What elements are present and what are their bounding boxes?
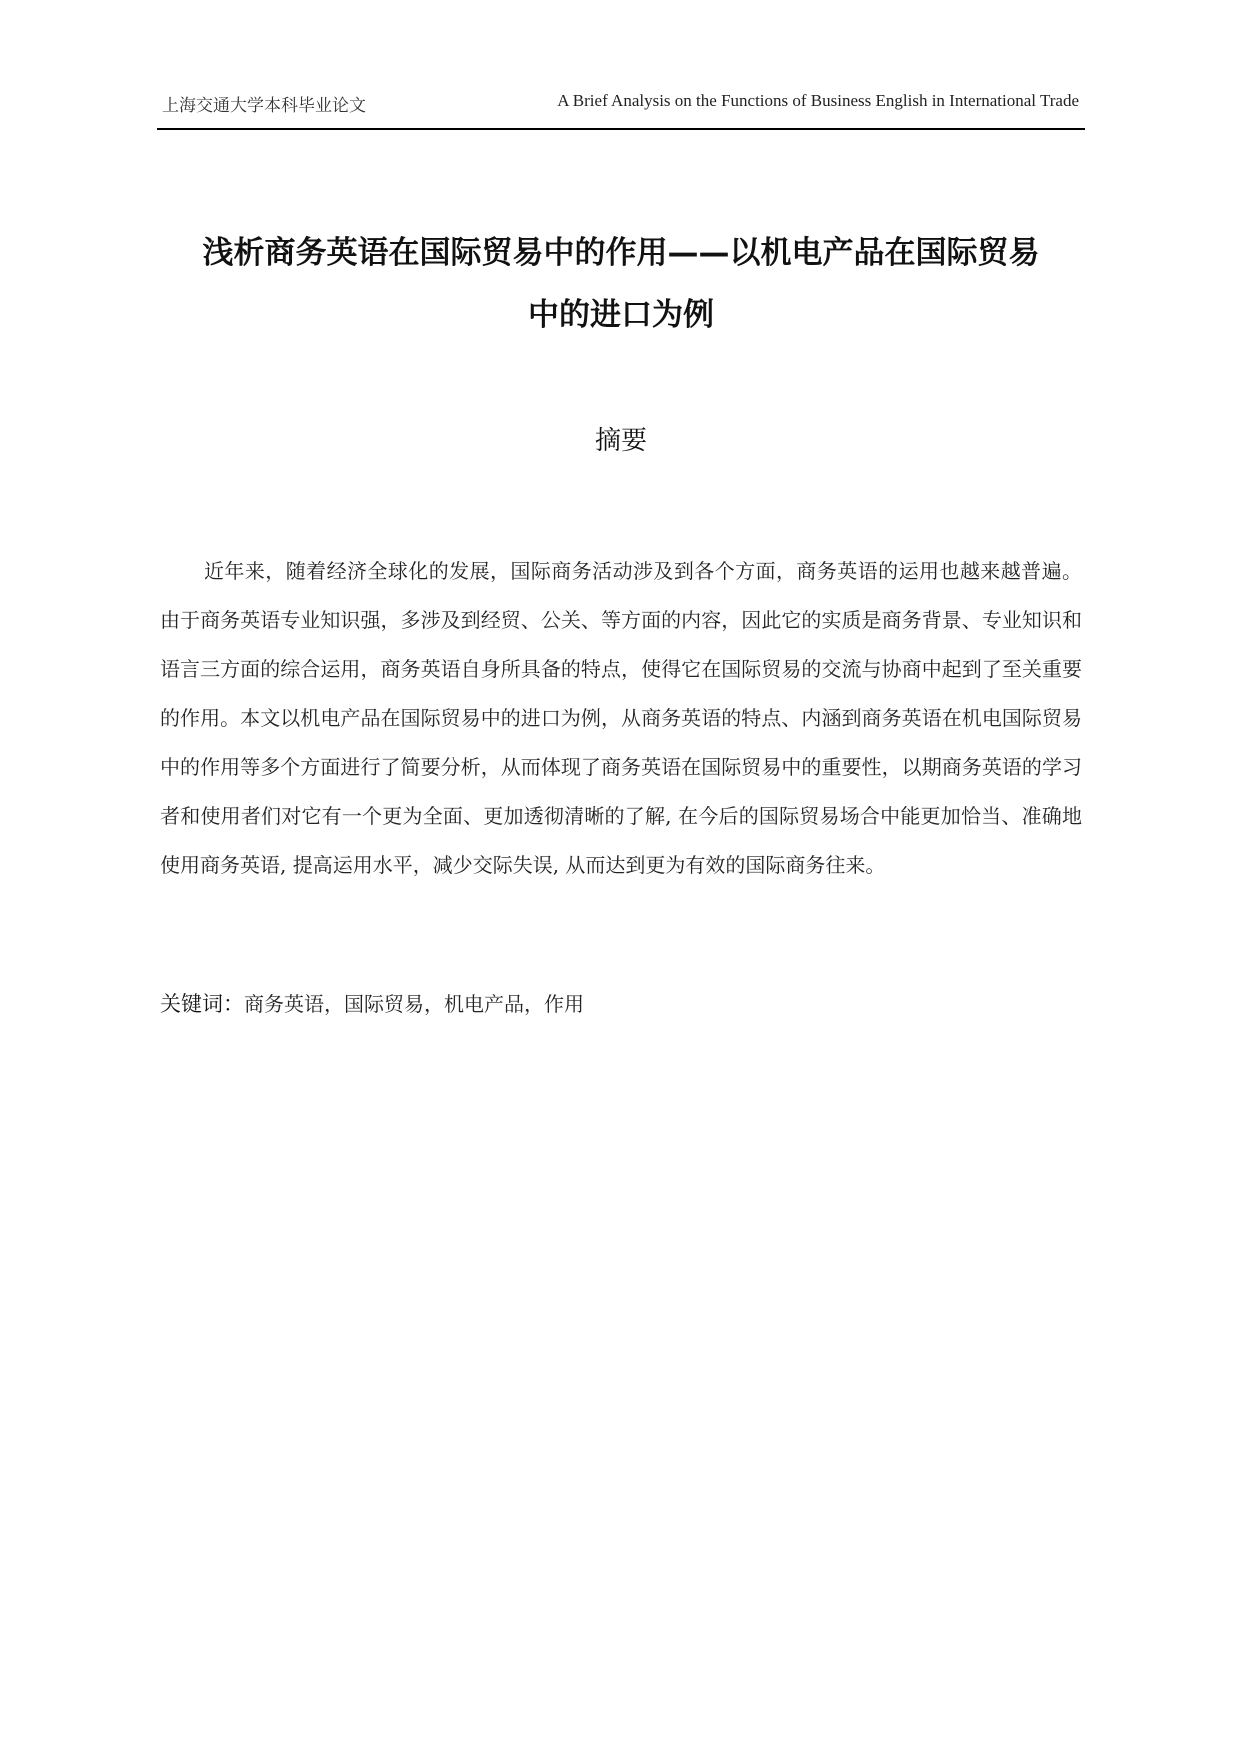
thesis-title-line-1: 浅析商务英语在国际贸易中的作用——以机电产品在国际贸易	[202, 235, 1040, 271]
page-header	[157, 86, 1085, 130]
abstract-body: 近年来，随着经济全球化的发展，国际商务活动涉及到各个方面，商务英语的运用也越来越普遍。由于商务英语专业知识强，多涉及到经贸、公关、等方面的内容，因此它的实质是商务背景、专业知识和语言三方面的综合运用，商务英语自身所具备的特点，使得它在国际贸易的交流与协商中起到了至关重要的作用。本文以机电产品在国际贸易中的进口为例，从商务英语的特点、内涵到商务英语在机电国际贸易中的作用等多个方面进行了简要分析，从而体现了商务英语在国际贸易中的重要性，以期商务英语的学习者和使用者们对它有一个更为全面、更加透彻清晰的了解, 在今后的国际贸易场合中能更加恰当、准确地使用商务英语, 提高运用水平，减少交际失误, 从而达到更为有效的国际商务往来。	[160, 559, 1082, 877]
header-university: 上海交通大学本科毕业论文	[162, 96, 366, 116]
keywords-line	[160, 988, 1082, 1018]
thesis-title	[157, 222, 1085, 346]
keywords-value: 商务英语，国际贸易，机电产品，作用	[244, 992, 584, 1016]
header-english-title: A Brief Analysis on the Functions of Business English in International Trade	[557, 91, 1079, 110]
keywords-label: 关键词：	[160, 992, 244, 1016]
thesis-title-line-2: 中的进口为例	[528, 297, 714, 333]
abstract-heading: 摘要	[594, 426, 647, 456]
